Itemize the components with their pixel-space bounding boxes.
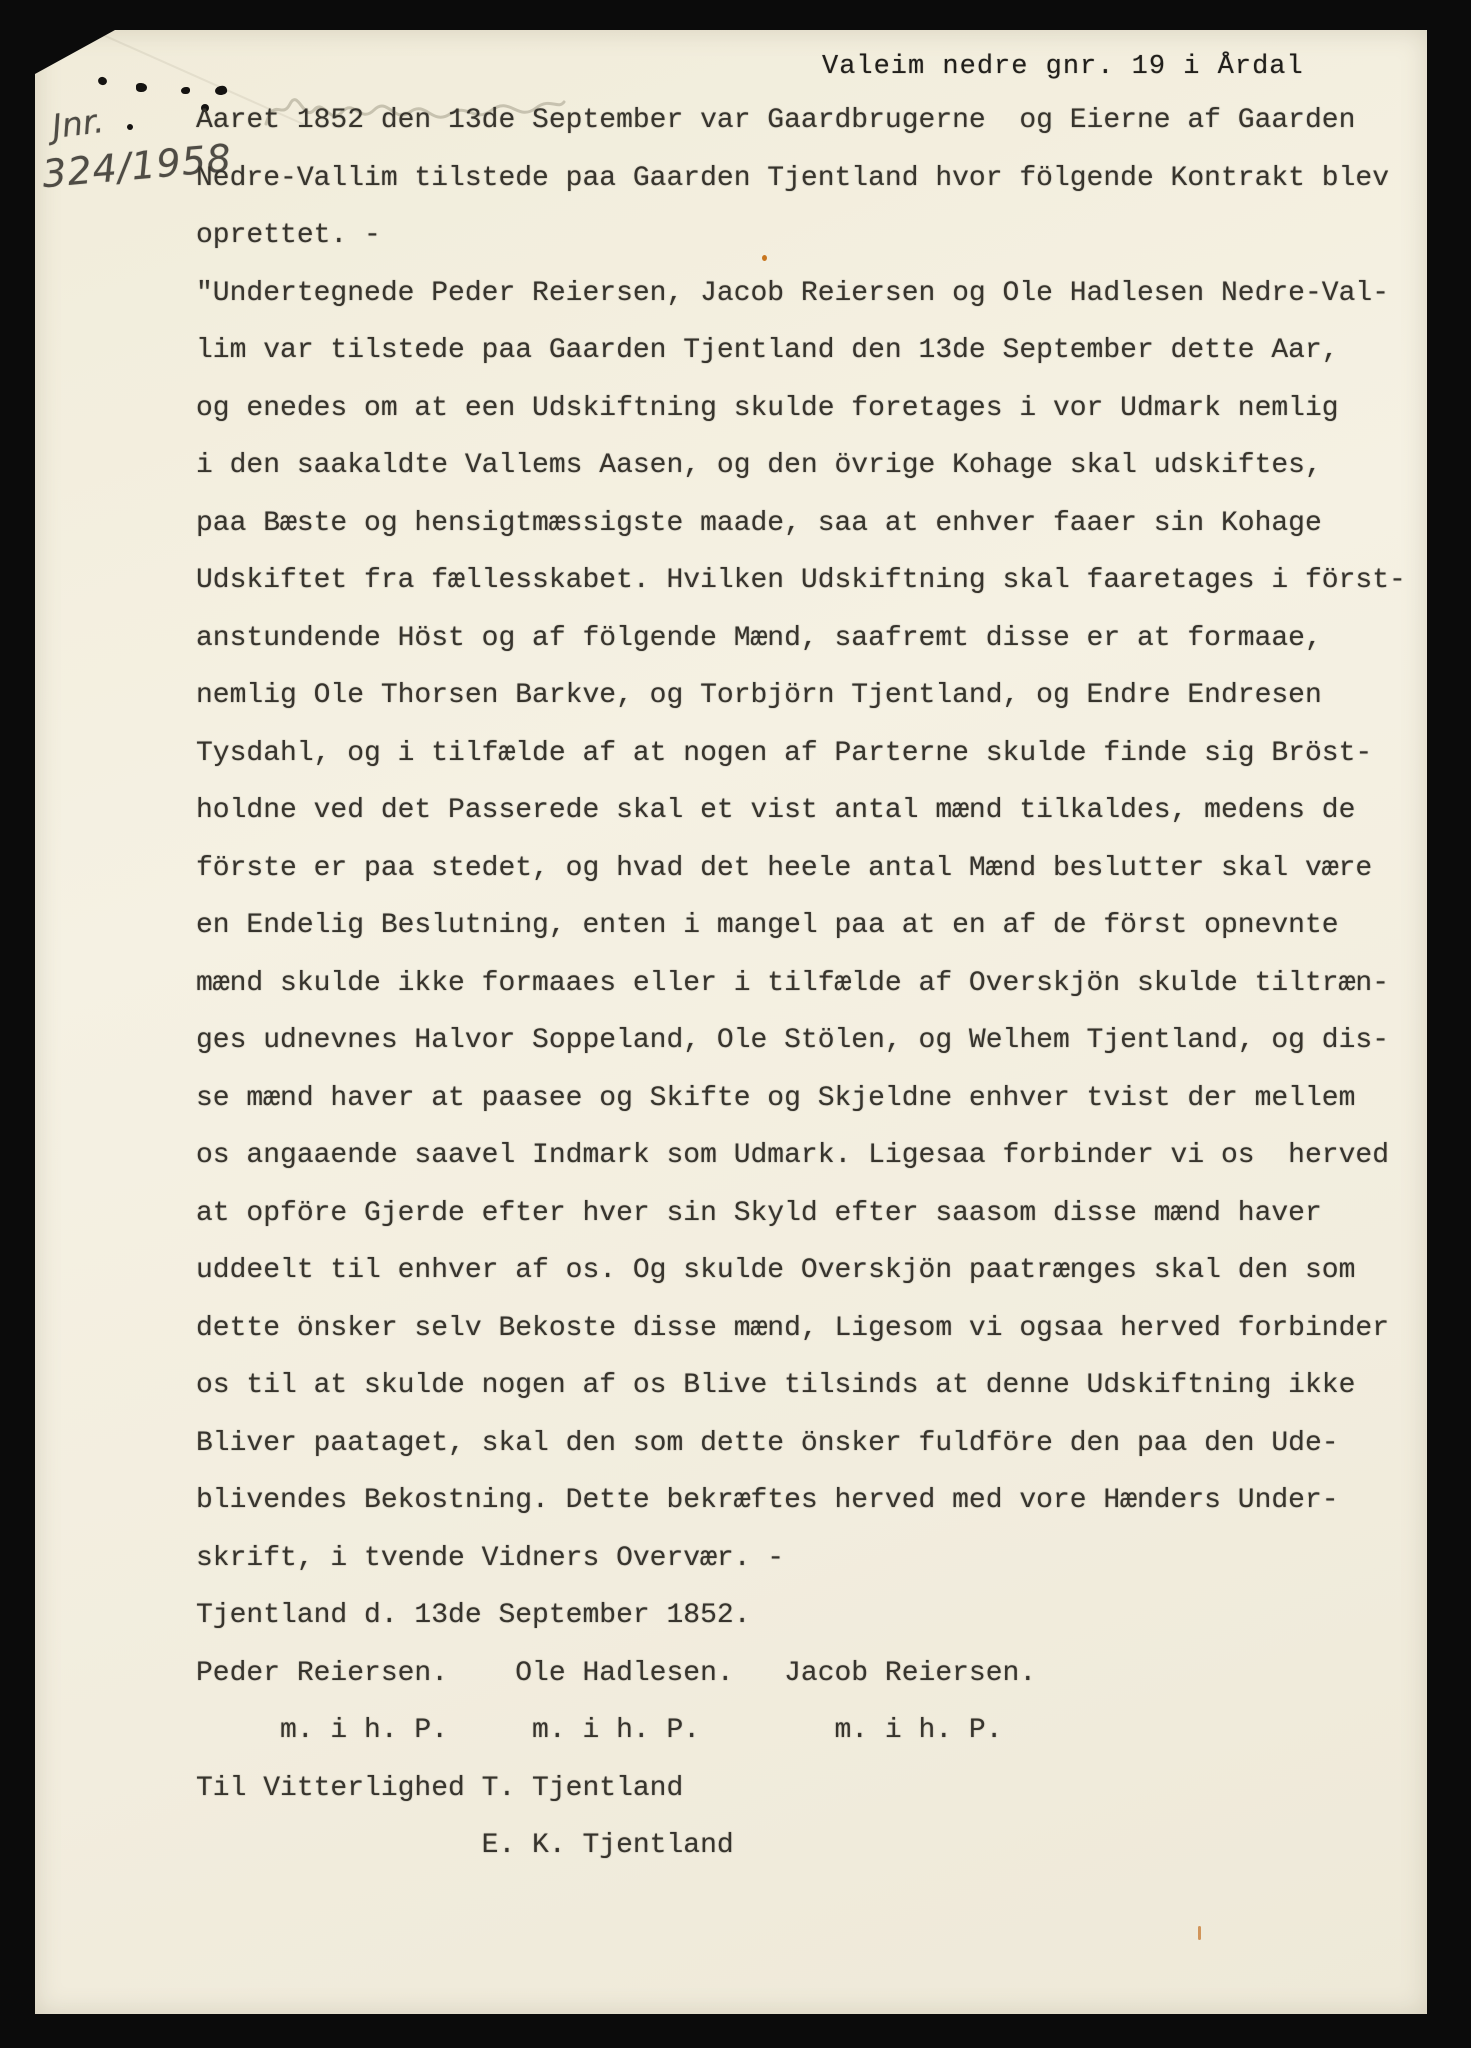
journal-number: 324/1958 [40, 135, 234, 197]
typed-line: skrift, i tvende Vidners Overvær. - [196, 1542, 785, 1574]
ink-blot [127, 124, 133, 130]
typed-line: nemlig Ole Thorsen Barkve, og Torbjörn Tjentland, og Endre Endresen [196, 680, 1322, 711]
ink-blot [181, 87, 190, 94]
typed-line: mænd skulde ikke formaaes eller i tilfælde af Overskjön skulde tiltræn- [196, 967, 1389, 999]
typed-line: "Undertegnede Peder Reiersen, Jacob Reiersen og Ole Hadlesen Nedre-Val- [196, 277, 1389, 309]
typed-line: Aaret 1852 den 13de September var Gaardbrugerne og Eierne af Gaarden [196, 105, 1356, 136]
typed-line: blivendes Bekostning. Dette bekræftes herved med vore Hænders Under- [196, 1485, 1339, 1516]
typed-line: lim var tilstede paa Gaarden Tjentland den 13de September dette Aar, [196, 335, 1339, 366]
typed-line: Tjentland d. 13de September 1852. [196, 1600, 751, 1631]
typed-line: Nedre-Vallim tilstede paa Gaarden Tjentland hvor fölgende Kontrakt blev [196, 162, 1389, 194]
ink-blot [136, 83, 147, 92]
typed-line: os til at skulde nogen af os Blive tilsinds at denne Udskiftning ikke [196, 1370, 1356, 1401]
typed-line: dette önsker selv Bekoste disse mænd, Ligesom vi ogsaa herved forbinder [196, 1312, 1389, 1344]
typed-line: Udskiftet fra fællesskabet. Hvilken Udskiftning skal faaretages i först- [196, 565, 1406, 596]
typed-line: i den saakaldte Vallems Aasen, og den övrige Kohage skal udskiftes, [196, 450, 1322, 481]
typed-line: en Endelig Beslutning, enten i mangel paa at en af de först opnevnte [196, 910, 1339, 941]
typed-line: m. i h. P. m. i h. P. m. i h. P. [196, 1715, 1003, 1746]
typed-line: Til Vitterlighed T. Tjentland [196, 1772, 684, 1804]
typed-line: ges udnevnes Halvor Soppeland, Ole Stölen, og Welhem Tjentland, og dis- [196, 1025, 1389, 1056]
typed-line: E. K. Tjentland [196, 1830, 734, 1861]
typed-line: oprettet. - [196, 220, 381, 251]
typed-line: anstundende Höst og af fölgende Mænd, saafremt disse er at formaae, [196, 622, 1322, 654]
typed-line: at opföre Gjerde efter hver sin Skyld efter saasom disse mænd haver [196, 1197, 1322, 1229]
typed-line: holdne ved det Passerede skal et vist antal mænd tilkaldes, medens de [196, 795, 1356, 826]
typed-line: os angaaende saavel Indmark som Udmark. Ligesaa forbinder vi os herved [196, 1140, 1389, 1171]
typed-line: förste er paa stedet, og hvad det heele antal Mænd beslutter skal være [196, 852, 1373, 884]
typed-line: uddeelt til enhver af os. Og skulde Overskjön paatrænges skal den som [196, 1255, 1356, 1286]
page-title: Valeim nedre gnr. 19 i Årdal [822, 52, 1304, 82]
typed-line: Peder Reiersen. Ole Hadlesen. Jacob Reiersen. [196, 1657, 1037, 1689]
typed-text-block [196, 92, 1406, 1875]
typed-line: se mænd haver at paasee og Skifte og Skjeldne enhver tvist der mellem [196, 1082, 1356, 1114]
typed-line: paa Bæste og hensigtmæssigste maade, saa at enhver faaer sin Kohage [196, 507, 1322, 539]
orange-mark [1198, 1926, 1201, 1940]
typed-line: Bliver paataget, skal den som dette önsker fuldföre den paa den Ude- [196, 1427, 1339, 1459]
journal-number-label: Jnr. [49, 100, 106, 147]
typed-line: og enedes om at een Udskiftning skulde foretages i vor Udmark nemlig [196, 392, 1339, 424]
typed-line: Tysdahl, og i tilfælde af at nogen af Parterne skulde finde sig Bröst- [196, 737, 1373, 769]
